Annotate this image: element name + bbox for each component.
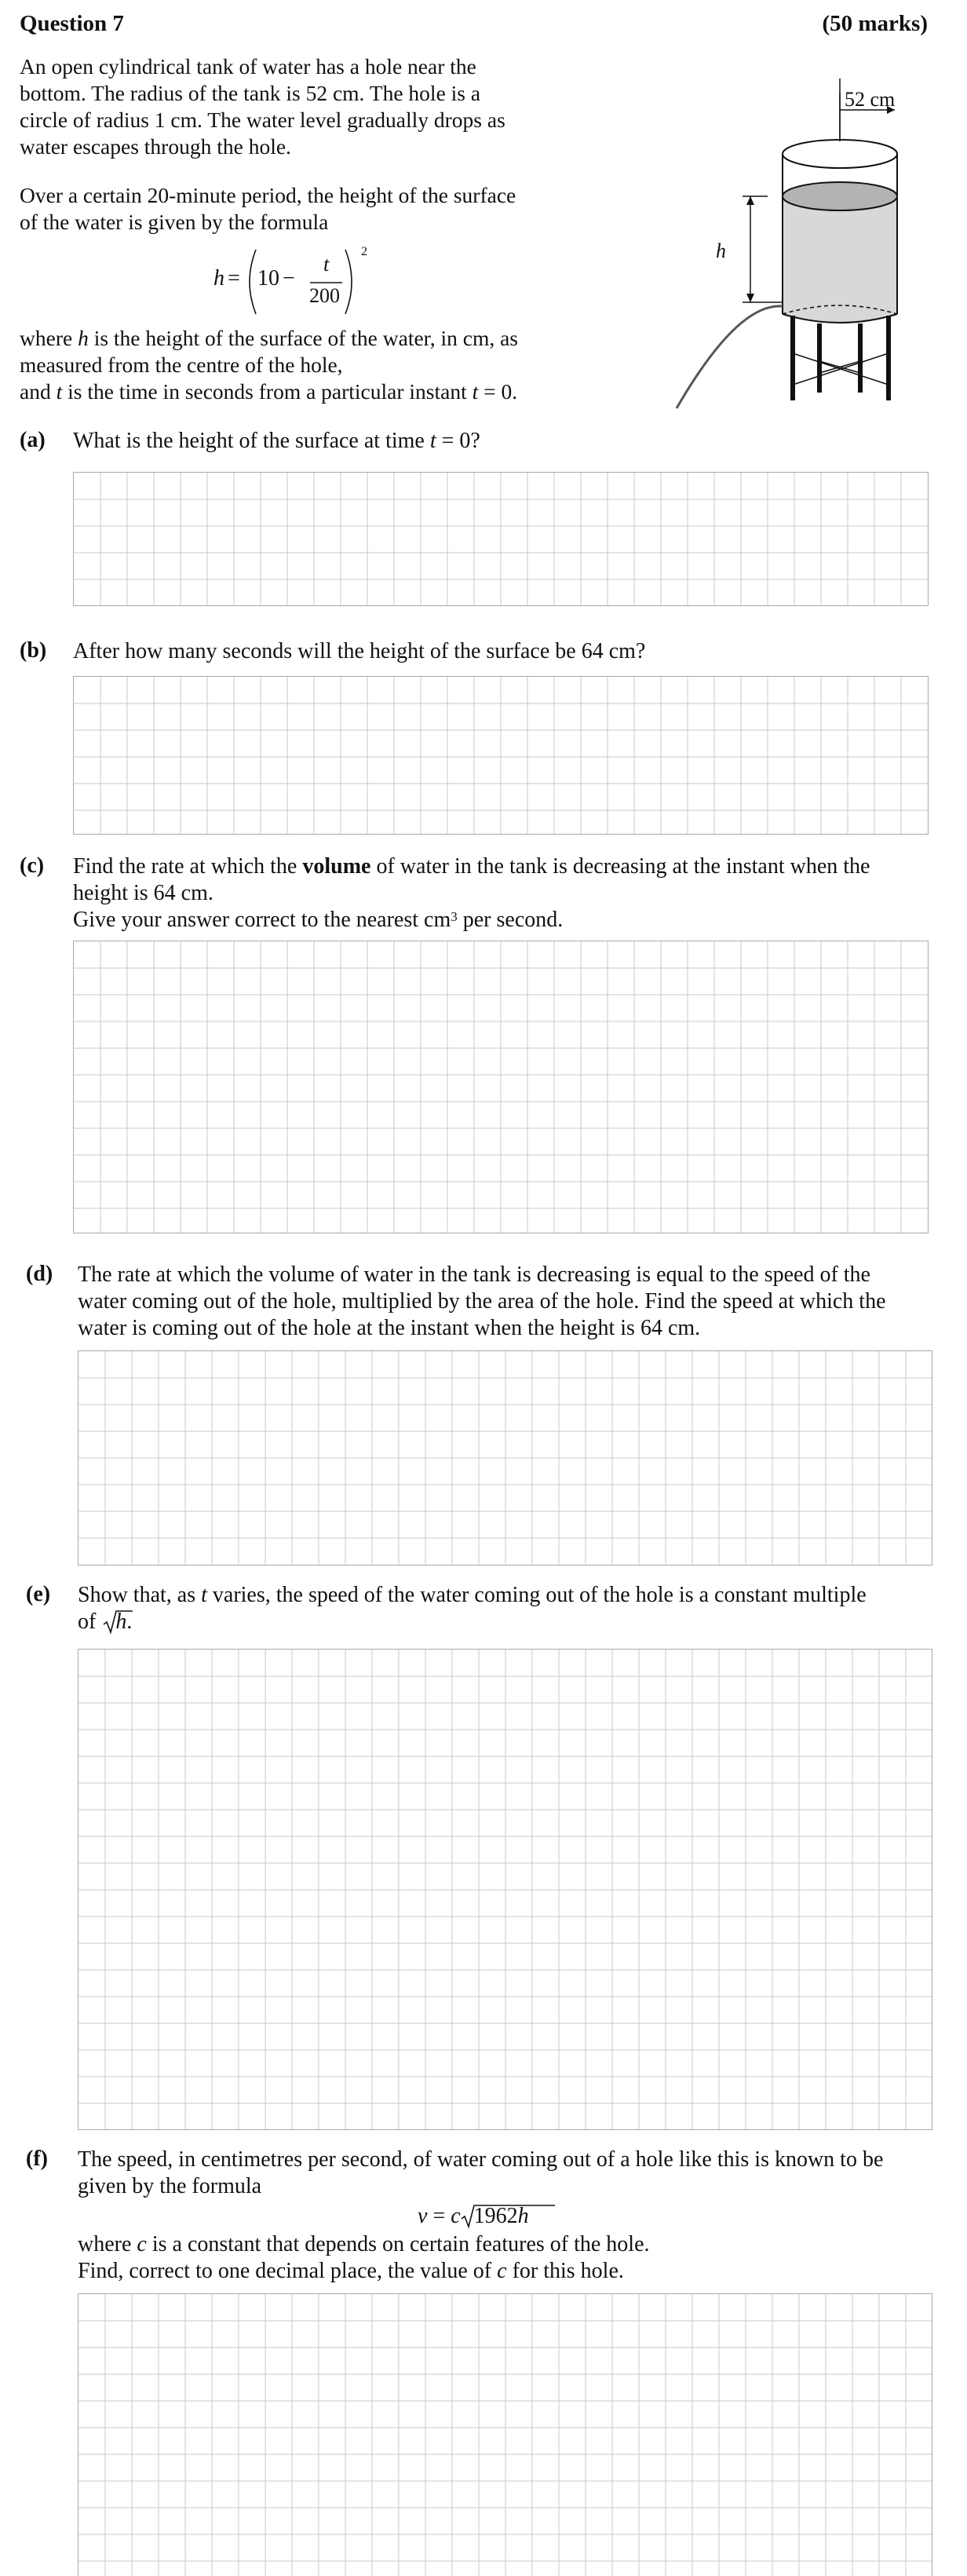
tank-diagram <box>667 79 926 416</box>
part-d-question: The rate at which the volume of water in the tank is decreasing is equal to the speed of the water coming out of the hole, multiplied by the area of the hole. Find the speed at which the water is coming out of the hole at the instant when the height is 64 cm. <box>78 1262 886 1340</box>
intro-line: where h is the height of the surface of the water, in cm, as <box>20 326 518 350</box>
formula-numerator: t <box>323 253 330 276</box>
height-formula <box>213 245 370 316</box>
intro-paragraph-1 <box>20 53 561 160</box>
formula-h: h <box>213 266 224 290</box>
intro-line: measured from the centre of the hole, <box>20 353 343 377</box>
intro-line: and t is the time in seconds from a particular instant t = 0. <box>20 379 518 404</box>
answer-grid-f[interactable] <box>78 2293 932 2576</box>
formula-equals: = <box>228 266 240 290</box>
intro-paragraph-2 <box>20 182 561 236</box>
grid-lines <box>74 677 928 834</box>
intro-line: Over a certain 20-minute period, the height of the surface <box>20 183 516 207</box>
answer-grid-c[interactable] <box>73 941 929 1233</box>
formula-denominator: 200 <box>309 284 340 307</box>
answer-grid-b[interactable] <box>73 676 929 835</box>
part-f-question: The speed, in centimetres per second, of water coming out of a hole like this is known to be given by the formula <box>78 2147 884 2198</box>
answer-grid-e[interactable] <box>78 1649 932 2130</box>
intro-line: water escapes through the hole. <box>20 134 291 159</box>
grid-lines <box>74 941 928 1233</box>
part-f-question-cont: where c is a constant that depends on certain features of the hole. Find, correct to one decimal place, the value of c for this hole. <box>78 2232 650 2283</box>
grid-lines <box>74 473 928 605</box>
intro-line: An open cylindrical tank of water has a hole near the <box>20 54 476 79</box>
part-c-label: (c) <box>20 853 45 878</box>
intro-line: circle of radius 1 cm. The water level gradually drops as <box>20 108 505 132</box>
part-c-question: Find the rate at which the volume of water in the tank is decreasing at the instant when the height is 64 cm. Give your answer correct to the nearest $cm^3$ per second. <box>73 854 870 932</box>
sqrt-h: h <box>103 1609 126 1635</box>
radius-label: 52 cm <box>845 88 896 111</box>
speed-formula: v = c 1962h <box>418 2203 529 2230</box>
part-b-question: After how many seconds will the height of the surface be 64 cm? <box>73 639 646 663</box>
height-label: h <box>716 239 726 262</box>
part-e-question: Show that, as t varies, the speed of the water coming out of the hole is a constant multiple of h. <box>78 1583 867 1634</box>
intro-line: bottom. The radius of the tank is 52 cm. The hole is a <box>20 81 481 105</box>
water-jet <box>677 306 783 408</box>
part-a-label: (a) <box>20 428 46 452</box>
grid-lines <box>78 1351 932 1565</box>
answer-grid-d[interactable] <box>78 1350 932 1566</box>
height-arrow-bottom <box>746 294 754 302</box>
part-f-label: (f) <box>26 2147 48 2171</box>
formula-ten: 10 <box>257 266 279 290</box>
part-d-label: (d) <box>26 1262 53 1286</box>
formula-minus: − <box>283 266 295 290</box>
intro-line: of the water is given by the formula <box>20 210 329 234</box>
grid-lines <box>78 2294 932 2576</box>
water-surface <box>783 182 897 210</box>
intro-paragraph-3 <box>20 325 561 405</box>
part-b-label: (b) <box>20 638 47 663</box>
part-e-label: (e) <box>26 1582 51 1606</box>
water-body <box>783 196 897 323</box>
part-a-question: What is the height of the surface at time t = 0? <box>73 429 480 453</box>
answer-grid-a[interactable] <box>73 472 929 606</box>
tank-top-rim <box>783 140 897 168</box>
question-title: Question 7 <box>20 11 124 36</box>
grid-lines <box>78 1650 932 2129</box>
formula-power: 2 <box>361 245 367 258</box>
height-arrow-top <box>746 196 754 205</box>
question-marks: (50 marks) <box>822 11 928 36</box>
